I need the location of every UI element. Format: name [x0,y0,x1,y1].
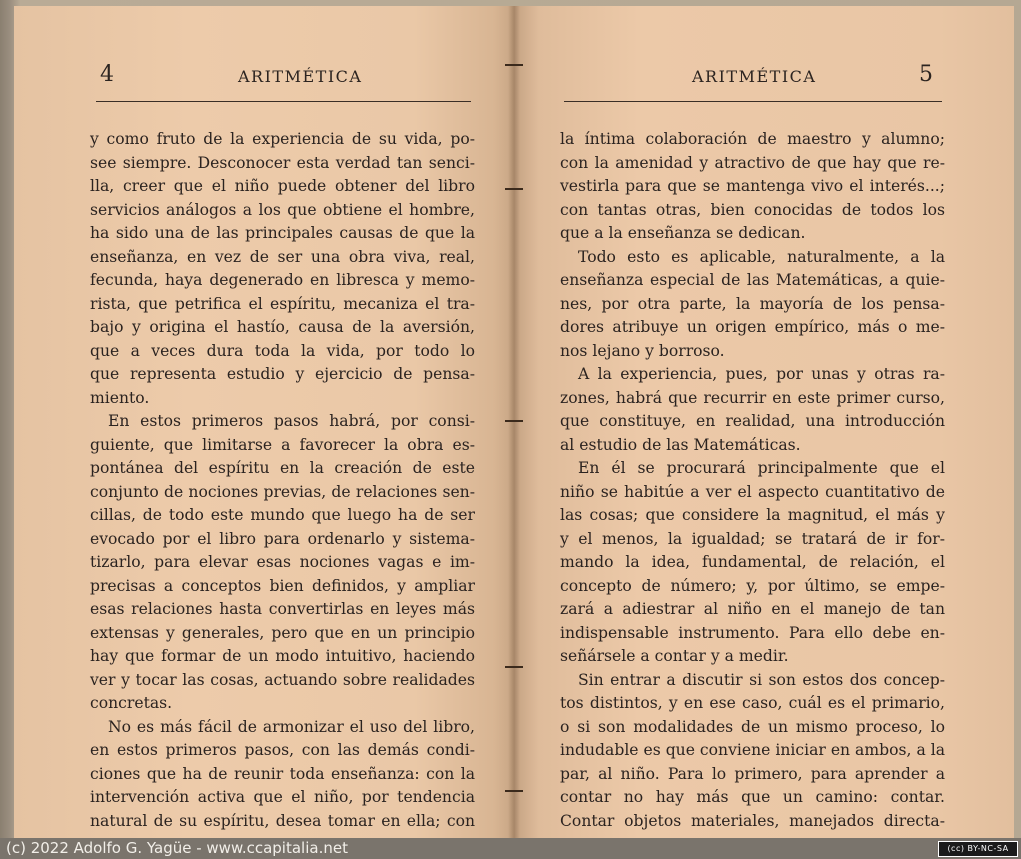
right-page [514,6,1014,838]
text-line: fecunda, haya degenerado en libresca y memo- [90,271,475,289]
text-line: conjunto de nociones previas, de relaciones sen- [90,482,475,501]
text-line: Sin entrar a discutir si son estos dos concep- [578,670,945,689]
left-page-text [90,128,475,833]
text-line: evocado por el libro para ordenarlo y sistema- [90,529,475,548]
text-line: tos distintos, y en ese caso, cuál es el primario, [560,694,945,712]
text-line: cillas, de todo este mundo que luego ha de ser [90,506,475,524]
text-line: la íntima colaboración de maestro y alumno; [560,130,945,148]
text-line: par, al niño. Para lo primero, para aprender a [560,764,945,783]
text-line: En estos primeros pasos habrá, por consi- [108,412,475,430]
text-line: precisas a conceptos bien definidos, y ampliar [90,576,475,595]
text-line: intervención activa que el niño, por tendencia [90,788,475,806]
binding-stitch [505,64,523,66]
text-line: natural de su espíritu, desea tomar en ella; con [90,811,475,830]
text-line: que a la enseñanza se dedican. [560,224,806,242]
text-line: nes, por otra parte, la mayoría de los pensa- [560,294,945,313]
text-line: see siempre. Desconocer esta verdad tan senci- [90,153,475,172]
text-line: ciones que ha de reunir toda enseñanza: con la [90,764,475,783]
text-line: y el menos, la igualdad; se tratará de ir for- [560,529,945,548]
text-line: con tantas otras, bien conocidas de todos los [560,200,945,219]
text-line: indudable es que conviene iniciar en ambos, a la [560,741,945,759]
text-line: servicios análogos a los que obtiene el hombre, [90,200,475,219]
text-line: que representa estudio y ejercicio de pensa- [90,365,475,383]
text-line: esas relaciones hasta convertirlas en leyes más [90,600,475,618]
left-page-header [96,62,471,102]
text-line: No es más fácil de armonizar el uso del libro, [108,717,475,736]
binding-stitch [505,666,523,668]
text-line: En él se procurará principalmente que el [578,459,945,477]
left-page [14,6,514,838]
page-number: 4 [100,62,114,87]
text-line: al estudio de las Matemáticas. [560,435,801,454]
text-line: enseñanza especial de las Matemáticas, a quie- [560,271,945,289]
binding-stitch [505,790,523,792]
page-number: 5 [919,62,933,87]
header-rule [96,101,471,102]
text-line: tizarlo, para elevar esas nociones vagas e im- [90,553,475,571]
text-line: A la experiencia, pues, por unas y otras ra- [578,365,945,383]
text-line: bajo y origina el hastío, causa de la aversión, [90,318,475,336]
text-line: señársele a contar y a medir. [560,647,789,665]
text-line: lla, creer que el niño puede obtener del libro [90,177,475,195]
text-line: con la amenidad y atractivo de que hay que re- [560,153,945,172]
text-line: o si son modalidades de un mismo proceso, lo [560,717,945,736]
text-line: rista, que petrifica el espíritu, mecaniza el tra- [90,294,475,313]
text-line: enseñanza, en vez de ser una obra viva, real, [90,247,475,266]
header-rule [564,101,942,102]
text-line: nos lejano y borroso. [560,341,725,360]
text-line: zará a adiestrar al niño en el manejo de tan [560,600,945,618]
text-line: las cosas; que considere la magnitud, el más y [560,506,945,524]
text-line: miento. [90,388,150,407]
text-line: zones, habrá que recurrir en este primer curso, [560,388,945,407]
running-head: ARITMÉTICA [692,67,817,86]
copyright-credit: (c) 2022 Adolfo G. Yagüe - www.ccapitalia.net [6,839,348,857]
text-line: Contar objetos materiales, manejados directa- [560,811,945,830]
right-page-text [560,128,945,833]
text-line: extensas y generales, pero que en un principio [90,623,475,642]
text-line: que constituye, en realidad, una introducción [560,412,945,430]
license-badge: (cc) BY-NC-SA [938,841,1018,857]
text-line: vestirla para que se mantenga vivo el interés...; [560,177,945,195]
book-gutter [508,6,520,838]
text-line: y como fruto de la experiencia de su vida, po- [90,130,475,148]
text-line: Todo esto es aplicable, naturalmente, a la [578,247,945,266]
binding-stitch [505,420,523,422]
text-line: dores atribuye un origen empírico, más o me- [560,318,945,336]
text-line: pontánea del espíritu en la creación de este [90,459,475,477]
text-line: guiente, que limitarse a favorecer la obra es- [90,435,475,454]
text-line: indispensable instrumento. Para ello debe en- [560,623,945,642]
text-line: concretas. [90,694,173,712]
running-head: ARITMÉTICA [238,67,363,86]
text-line: ha sido una de las principales causas de que la [90,224,475,242]
binding-stitch [505,188,523,190]
text-line: concepto de número; y, por último, se empe- [560,576,945,595]
text-line: hay que formar de un modo intuitivo, haciendo [90,647,475,665]
right-page-header [564,62,942,102]
text-line: niño se habitúe a ver el aspecto cuantitativo de [560,482,945,501]
text-line: que a veces dura toda la vida, por todo lo [90,341,475,360]
text-line: ver y tocar las cosas, actuando sobre realidades [90,670,475,689]
text-line: mando la idea, fundamental, de relación, el [560,553,945,571]
text-line: en estos primeros pasos, con las demás condi- [90,741,475,759]
text-line: contar no hay más que un camino: contar. [560,788,945,806]
